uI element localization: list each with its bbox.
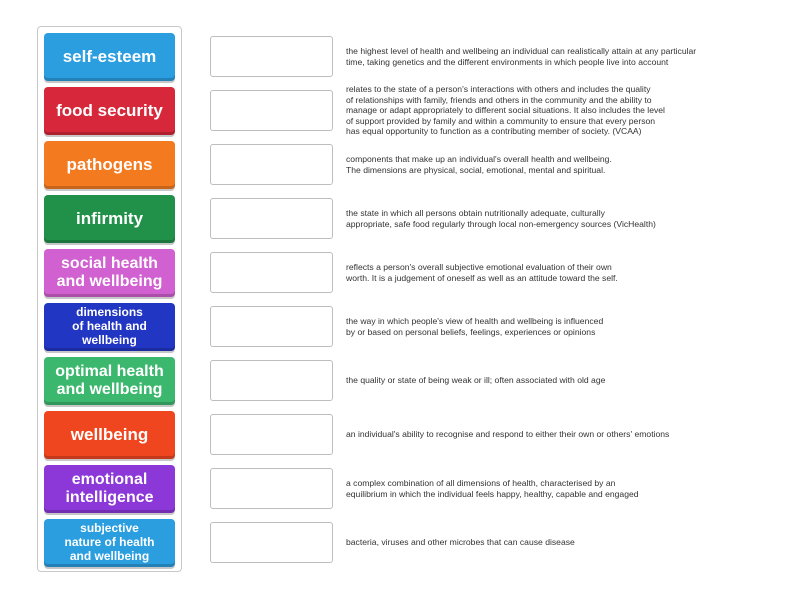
clue-text: the highest level of health and wellbeing an individual can realistically attain at any particular time, taking genetics and the different environments in which people live into account bbox=[346, 45, 697, 67]
tile-label: wellbeing bbox=[70, 425, 149, 445]
clue-text: the quality or state of being weak or ill; often associated with old age bbox=[346, 375, 606, 386]
draggable-tile[interactable] bbox=[44, 195, 175, 243]
drop-slot[interactable] bbox=[210, 144, 333, 185]
tile-label: infirmity bbox=[75, 209, 144, 229]
drop-slot[interactable] bbox=[210, 468, 333, 509]
drop-slot[interactable] bbox=[210, 522, 333, 563]
tile-label: subjective nature of health and wellbeing bbox=[64, 521, 155, 563]
drop-slot[interactable] bbox=[210, 36, 333, 77]
clue-text: reflects a person's overall subjective emotional evaluation of their own worth. It is a judgement of oneself as well as an attitude toward the self. bbox=[346, 261, 618, 283]
tile-label: optimal health and wellbeing bbox=[55, 362, 164, 398]
tile-label: social health and wellbeing bbox=[56, 254, 163, 290]
clue-text: an individual's ability to recognise and respond to either their own or others' emotions bbox=[346, 429, 670, 440]
draggable-tile[interactable] bbox=[44, 141, 175, 189]
draggable-tile[interactable] bbox=[44, 33, 175, 81]
draggable-tile[interactable] bbox=[44, 87, 175, 135]
drop-slot[interactable] bbox=[210, 306, 333, 347]
draggable-tile[interactable] bbox=[44, 411, 175, 459]
tile-label: emotional intelligence bbox=[65, 470, 154, 506]
drop-slot[interactable] bbox=[210, 252, 333, 293]
clue-text: the state in which all persons obtain nutritionally adequate, culturally appropriate, safe food regularly through local non-emergency sources (VicHealth) bbox=[346, 207, 656, 229]
draggable-tile[interactable] bbox=[44, 357, 175, 405]
drop-slot[interactable] bbox=[210, 414, 333, 455]
clue-text: bacteria, viruses and other microbes that can cause disease bbox=[346, 537, 575, 548]
tile-panel bbox=[37, 26, 182, 572]
drop-slot[interactable] bbox=[210, 90, 333, 131]
clue-text: components that make up an individual's overall health and wellbeing. The dimensions are physical, social, emotional, mental and spiritual. bbox=[346, 153, 612, 175]
draggable-tile[interactable] bbox=[44, 249, 175, 297]
clue-text: relates to the state of a person's interactions with others and includes the quality of relationships with family, friends and others in the community and the ability to manage or adapt appropriately to different social situations. It also includes the level of support provided by family and within a community to ensure that every person has equal opportunity to function as a contributing member of society. (VCAA) bbox=[346, 84, 665, 137]
drop-slot[interactable] bbox=[210, 360, 333, 401]
clue-text: the way in which people's view of health and wellbeing is influenced by or based on personal beliefs, feelings, experiences or opinions bbox=[346, 315, 604, 337]
draggable-tile[interactable] bbox=[44, 303, 175, 351]
draggable-tile[interactable] bbox=[44, 465, 175, 513]
tile-label: pathogens bbox=[66, 155, 153, 175]
tile-label: dimensions of health and wellbeing bbox=[72, 305, 147, 347]
drop-slot[interactable] bbox=[210, 198, 333, 239]
tile-label: food security bbox=[56, 101, 163, 121]
clue-text: a complex combination of all dimensions of health, characterised by an equilibrium in which the individual feels happy, healthy, capable and engaged bbox=[346, 477, 639, 499]
tile-label: self-esteem bbox=[62, 47, 157, 67]
draggable-tile[interactable] bbox=[44, 519, 175, 567]
